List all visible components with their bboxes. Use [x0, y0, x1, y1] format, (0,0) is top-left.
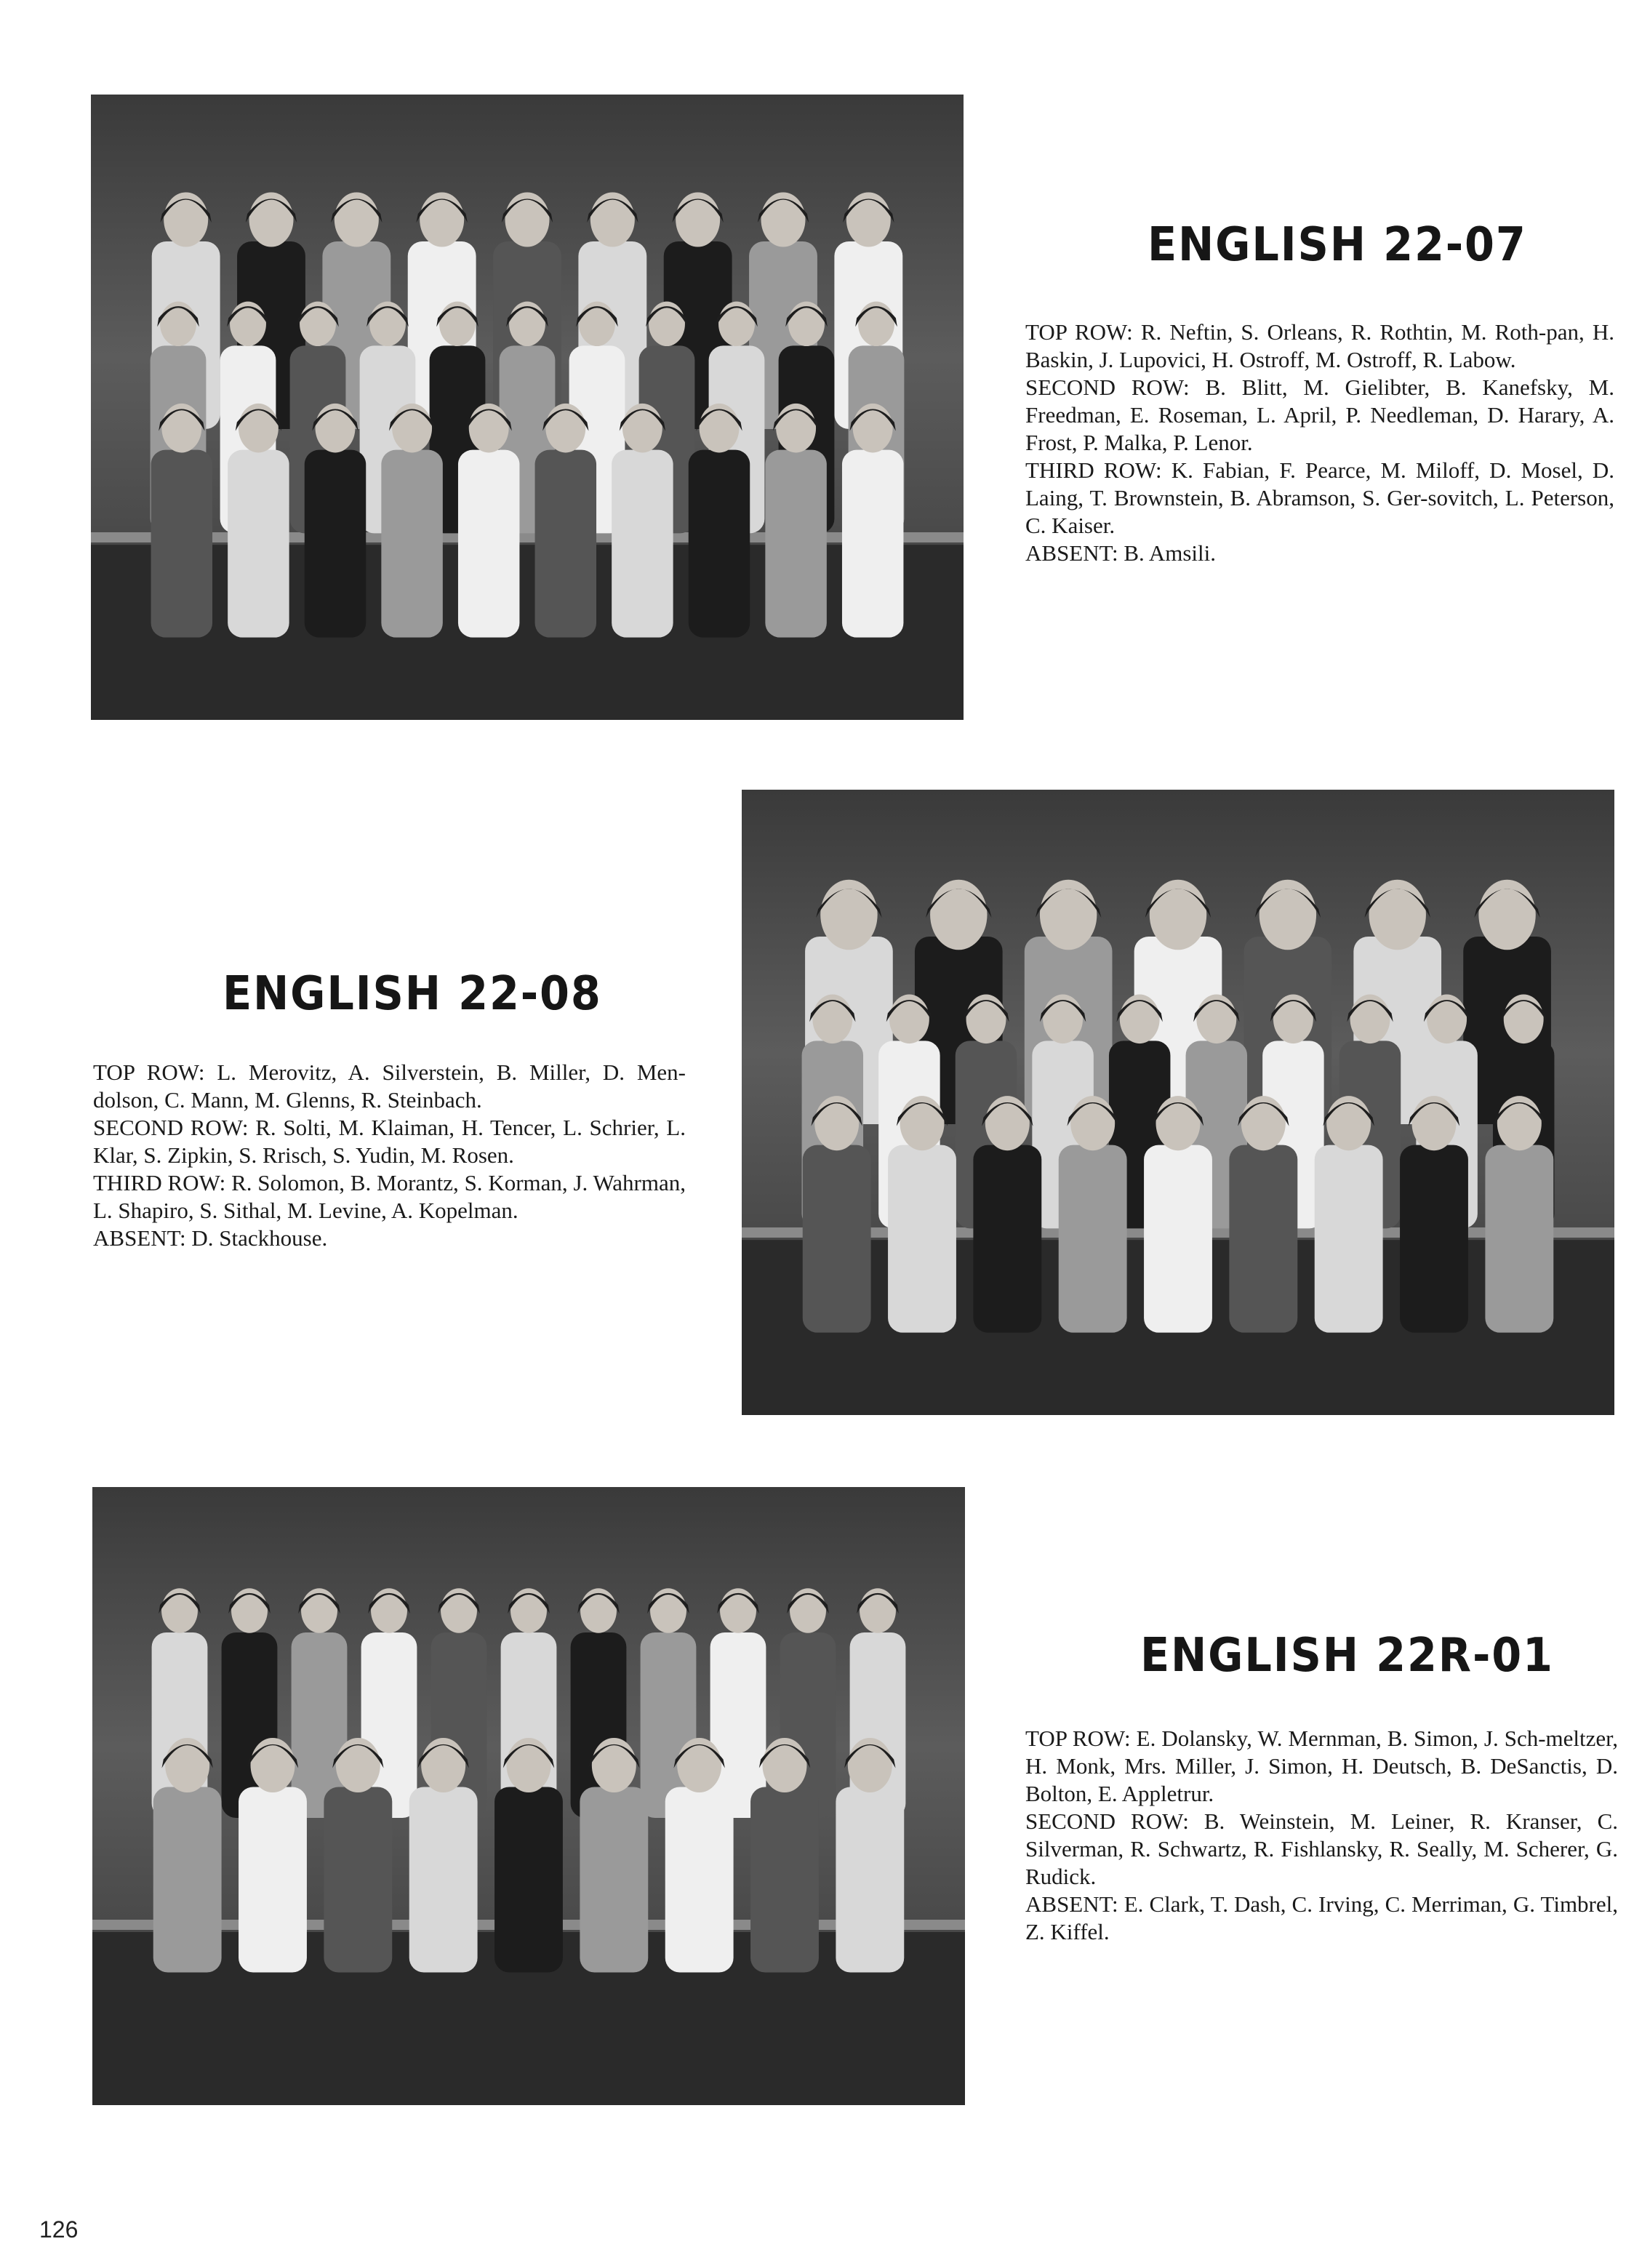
- caption-english-22-08: [93, 1059, 686, 1252]
- caption-top-row: TOP ROW: E. Dolansky, W. Mernman, B. Simon, J. Sch-meltzer, H. Monk, Mrs. Miller, J. Simon, H. Deutsch, B. DeSanctis, D. Bolton, E. Appletrur.: [1025, 1726, 1618, 1806]
- caption-absent: ABSENT: B. Amsili.: [1025, 540, 1217, 566]
- caption-third-row: THIRD ROW: K. Fabian, F. Pearce, M. Miloff, D. Mosel, D. Laing, T. Brownstein, B. Abramson, S. Ger-sovitch, L. Peterson, C. Kaiser.: [1025, 457, 1614, 538]
- class-group-photo-icon: [92, 1487, 965, 2105]
- class-photo-english-22-08: [742, 790, 1614, 1415]
- caption-absent: ABSENT: D. Stackhouse.: [93, 1225, 328, 1251]
- caption-top-row: TOP ROW: R. Neftin, S. Orleans, R. Rothtin, M. Roth-pan, H. Baskin, J. Lupovici, H. Ostroff, M. Ostroff, R. Labow.: [1025, 319, 1614, 372]
- class-group-photo-icon: [742, 790, 1614, 1415]
- caption-second-row: SECOND ROW: B. Weinstein, M. Leiner, R. Kranser, C. Silverman, R. Schwartz, R. Fishlansky, R. Seally, M. Scherer, G. Rudick.: [1025, 1808, 1618, 1889]
- caption-english-22r-01: [1025, 1725, 1618, 1946]
- page-number: 126: [39, 2216, 79, 2243]
- caption-second-row: SECOND ROW: B. Blitt, M. Gielibter, B. Kanefsky, M. Freedman, E. Roseman, L. April, P. Needleman, D. Harary, A. Frost, P. Malka, P. Lenor.: [1025, 374, 1614, 455]
- caption-absent: ABSENT: E. Clark, T. Dash, C. Irving, C. Merriman, G. Timbrel, Z. Kiffel.: [1025, 1891, 1618, 1944]
- class-photo-english-22-07: [91, 95, 964, 720]
- section-heading-english-22r-01: ENGLISH 22R-01: [1140, 1629, 1554, 1683]
- class-photo-english-22r-01: [92, 1487, 965, 2105]
- caption-english-22-07: [1025, 318, 1614, 567]
- class-group-photo-icon: [91, 95, 964, 720]
- caption-third-row: THIRD ROW: R. Solomon, B. Morantz, S. Korman, J. Wahrman, L. Shapiro, S. Sithal, M. Levine, A. Kopelman.: [93, 1170, 686, 1223]
- caption-top-row: TOP ROW: L. Merovitz, A. Silverstein, B. Miller, D. Men-dolson, C. Mann, M. Glenns, R. Steinbach.: [93, 1059, 686, 1113]
- section-heading-english-22-07: ENGLISH 22-07: [1148, 218, 1527, 272]
- caption-second-row: SECOND ROW: R. Solti, M. Klaiman, H. Tencer, L. Schrier, L. Klar, S. Zipkin, S. Rrisch, S. Yudin, M. Rosen.: [93, 1115, 686, 1168]
- section-heading-english-22-08: ENGLISH 22-08: [223, 967, 602, 1021]
